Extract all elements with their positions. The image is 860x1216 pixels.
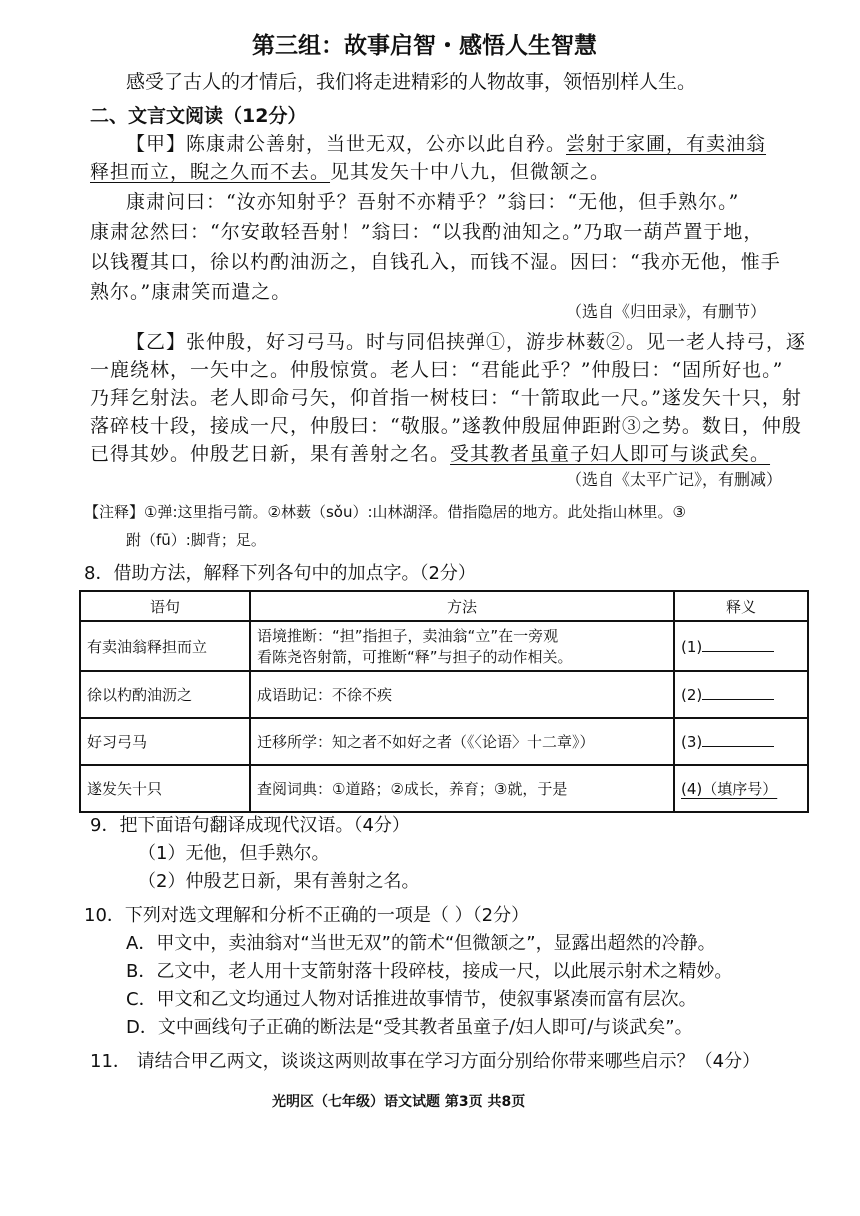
jia-line-1: 【甲】陈康肃公善射，当世无双，公亦以此自矜。尝射于家圃，有卖油翁 [126,133,767,155]
yi-line-4: 落碎枝十段，接成一尺，仲殷曰：“敬服。”遂教仲殷屈伸距跗③之势。数日，仲殷 [90,415,802,437]
jia-underlined-1: 尝射于家圃，有卖油翁 [566,133,767,155]
jia-source: （选自《归田录》，有删节） [566,302,767,321]
header-meaning: 释义 [674,591,808,621]
yi-line-3: 乃拜乞射法。老人即命弓矢，仰首指一树枝曰：“十箭取此一尺。”遂发矢十只，射 [90,387,802,409]
group-title: 第三组：故事启智・感悟人生智慧 [252,33,597,59]
question-9-item-2: （2）仲殷艺日新，果有善射之名。 [138,871,420,892]
question-10-option-d: D．文中画线句子正确的断法是“受其教者虽童子/妇人即可/与谈武矣”。 [126,1017,693,1038]
row1-answer[interactable]: (1) [674,621,808,671]
row4-sentence: 遂发矢十只 [80,765,250,812]
jia-line-5: 以钱覆其口，徐以杓酌油沥之，自钱孔入，而钱不湿。因曰：“我亦无他，惟手 [90,251,781,273]
row4-method: 查阅词典：①道路；②成长，养育；③就，于是 [250,765,674,812]
table-row [80,718,808,765]
table-row [80,765,808,812]
question-10-stem: 10．下列对选文理解和分析不正确的一项是（ ）（2分） [84,905,530,926]
jia-line-6: 熟尔。”康肃笑而遣之。 [90,281,292,303]
row3-sentence: 好习弓马 [80,718,250,765]
row1-sentence: 有卖油翁释担而立 [80,621,250,671]
question-10-option-b: B．乙文中，老人用十支箭射落十段碎枝，接成一尺，以此展示射术之精妙。 [126,961,733,982]
header-method: 方法 [250,591,674,621]
header-sentence: 语句 [80,591,250,621]
intro-text: 感受了古人的才情后，我们将走进精彩的人物故事，领悟别样人生。 [126,71,697,93]
table-row [80,621,808,671]
table-row [80,671,808,718]
jia-line-4: 康肃忿然曰：“尔安敢轻吾射！”翁曰：“以我酌油知之。”乃取一葫芦置于地， [90,221,764,243]
yi-underlined: 受其教者虽童子妇人即可与谈武矣。 [450,443,771,465]
question-11-stem: 11． 请结合甲乙两文，谈谈这两则故事在学习方面分别给你带来哪些启示？（4分） [90,1051,761,1072]
row3-method: 迁移所学：知之者不如好之者（《〈论语〉十二章》） [250,718,674,765]
notes-line-2: 跗（fū）:脚背；足。 [126,531,266,549]
question-8-table [79,590,809,813]
notes-line-1: 【注释】①弹:这里指弓箭。②林薮（sǒu）:山林湖泽。借指隐居的地方。此处指山林里。③ [84,503,686,521]
table-header-row [80,591,808,621]
yi-line-5: 已得其妙。仲殷艺日新，果有善射之名。受其教者虽童子妇人即可与谈武矣。 [90,443,771,465]
row1-method: 语境推断：“担”指担子，卖油翁“立”在一旁观 看陈尧咨射箭，可推断“释”与担子的动作相关。 [250,621,674,671]
jia-line-2: 释担而立，睨之久而不去。见其发矢十中八九，但微颔之。 [90,161,611,183]
jia-line-3: 康肃问曰：“汝亦知射乎？吾射不亦精乎？”翁曰：“无他，但手熟尔。” [126,191,740,213]
page-footer: 光明区（七年级）语文试题 第3页 共8页 [272,1094,526,1110]
row2-sentence: 徐以杓酌油沥之 [80,671,250,718]
yi-line-1: 【乙】张仲殷，好习弓马。时与同侣挟弹①，游步林薮②。见一老人持弓，逐 [126,331,807,353]
question-8-stem: 8．借助方法，解释下列各句中的加点字。（2分） [84,563,476,584]
question-10-option-a: A．甲文中，卖油翁对“当世无双”的箭术“但微颔之”，显露出超然的冷静。 [126,933,716,954]
jia-underlined-2: 释担而立，睨之久而不去。 [90,161,331,183]
yi-source: （选自《太平广记》，有删减） [566,470,783,489]
row2-answer[interactable]: (2) [674,671,808,718]
row4-answer[interactable]: (4)（填序号） [674,765,808,812]
question-9-stem: 9．把下面语句翻译成现代汉语。（4分） [90,815,410,836]
row2-method: 成语助记：不徐不疾 [250,671,674,718]
yi-line-2: 一鹿绕林，一矢中之。仲殷惊赏。老人曰：“君能此乎？”仲殷曰：“固所好也。” [90,359,784,381]
row3-answer[interactable]: (3) [674,718,808,765]
question-9-item-1: （1）无他，但手熟尔。 [138,843,330,864]
section-title: 二、文言文阅读（12分） [90,105,307,127]
question-10-option-c: C．甲文和乙文均通过人物对话推进故事情节，使叙事紧凑而富有层次。 [126,989,697,1010]
